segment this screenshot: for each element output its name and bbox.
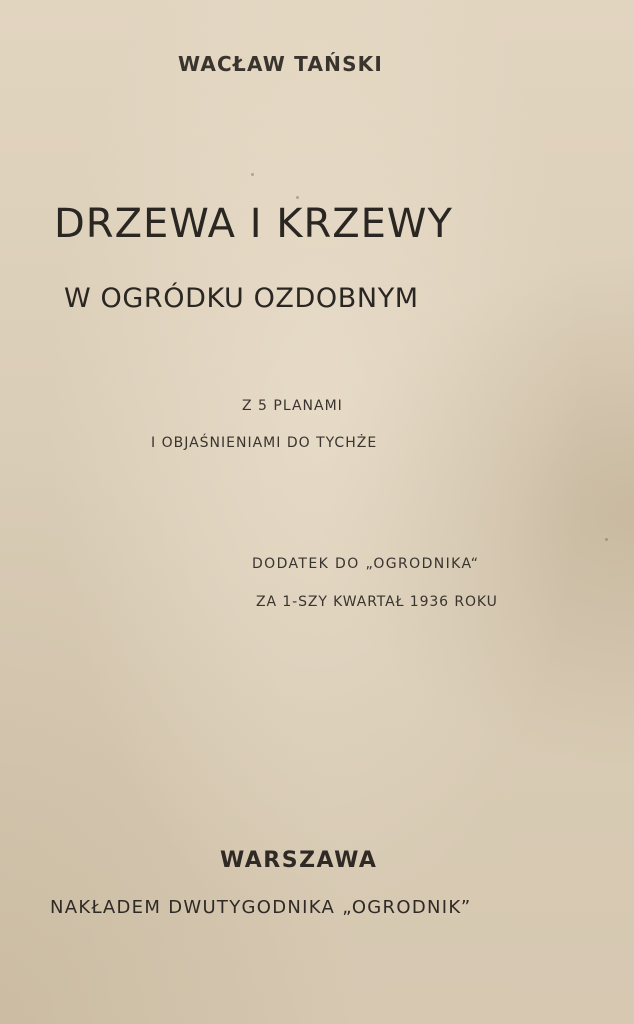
book-title-line-2: W OGRÓDKU OZDOBNYM: [64, 283, 419, 314]
subtitle-line-1: Z 5 PLANAMI: [242, 398, 343, 414]
publication-city: WARSZAWA: [220, 848, 378, 873]
supplement-line-2: ZA 1-SZY KWARTAŁ 1936 ROKU: [256, 594, 498, 610]
paper-speck: [251, 173, 254, 176]
book-title-line-1: DRZEWA I KRZEWY: [54, 201, 453, 247]
publisher-line: NAKŁADEM DWUTYGODNIKA „OGRODNIK”: [50, 897, 472, 918]
author-name: WACŁAW TAŃSKI: [178, 52, 384, 76]
paper-speck: [296, 196, 299, 199]
paper-speck: [605, 538, 608, 541]
subtitle-line-2: I OBJAŚNIENIAMI DO TYCHŻE: [151, 435, 378, 451]
supplement-line-1: DODATEK DO „OGRODNIKA“: [252, 556, 480, 572]
